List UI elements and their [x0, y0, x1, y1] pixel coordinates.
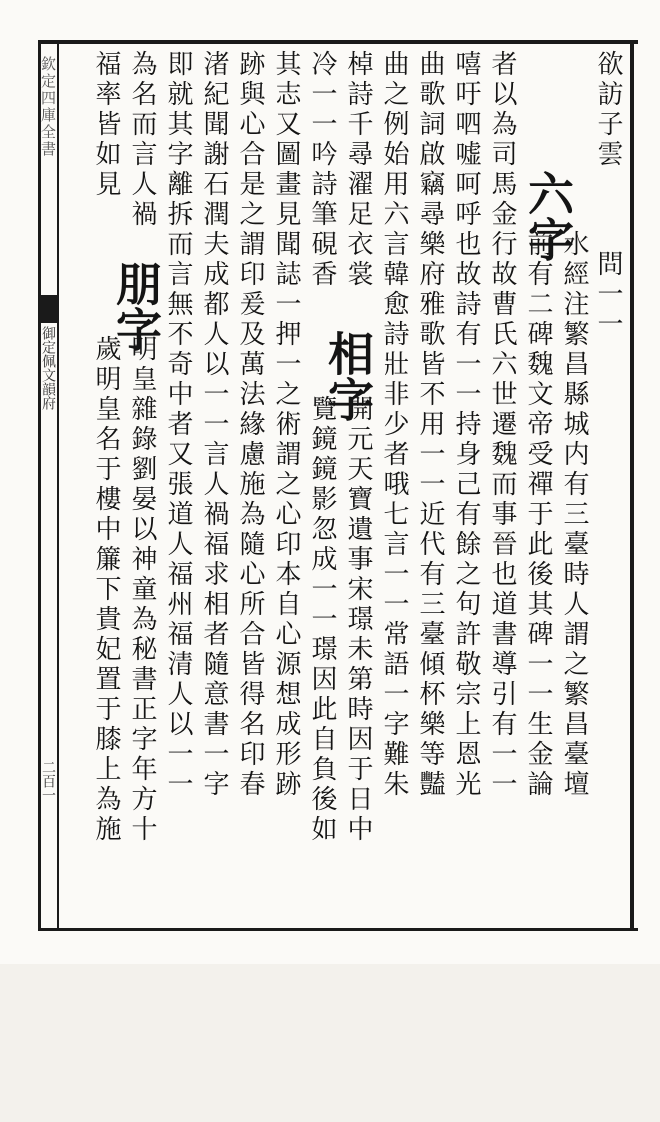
text-run: 覽鏡鏡影忽成一一璟因此自負後如 [307, 395, 337, 845]
gutter-book-title: 御定佩文韻府 [40, 326, 56, 410]
text-column-10 [268, 50, 304, 922]
headword-column [109, 260, 163, 352]
text-column-14a [124, 50, 160, 270]
headword-pengzi: 朋字 [109, 260, 163, 352]
text-run: 水經注繁昌縣城内有三臺時人謂之繁昌臺壇 [559, 230, 589, 800]
text-run: 跡與心合是之謂印爰及萬法緣慮施為隨心所合皆得名印春 [235, 50, 265, 800]
text-column-9a [304, 50, 340, 370]
text-column-1b [590, 250, 626, 1122]
text-column-9b [304, 395, 340, 920]
gutter-title: 欽定四庫全書 [39, 56, 57, 158]
text-run: 開元天寶遺事宋璟未第時因于日中 [343, 395, 373, 845]
text-run: 歲明皇名于樓中簾下貴妃置于膝上為施 [91, 335, 121, 845]
text-column-2 [556, 230, 592, 920]
text-run: 前有二碑魏文帝受禪于此後其碑一一生金論 [523, 230, 553, 800]
text-column-8a [340, 50, 376, 370]
headword-liuzi: 六字 [521, 170, 575, 262]
text-run: 嘻吁呬嘘呵呼也故詩有一一持身己有餘之句許敬宗上恩光 [451, 50, 481, 800]
text-column-5 [448, 50, 484, 922]
frame-border-right [630, 40, 634, 931]
text-column-3 [520, 230, 556, 920]
text-run: 問一一 [593, 250, 623, 340]
gutter-page-number: 二百一 [40, 760, 56, 802]
text-run: 冷一一吟詩筆硯香 [307, 50, 337, 290]
text-run: 曲之例始用六言韓愈詩壯非少者哦七言一一常語一字難朱 [379, 50, 409, 800]
gutter-divider [57, 44, 59, 928]
fishtail-mark [39, 295, 57, 323]
text-run: 福率皆如見 [91, 50, 121, 200]
text-column-12 [196, 50, 232, 922]
text-run: 為名而言人禍 [127, 50, 157, 230]
text-column-15a [88, 50, 124, 270]
headword-xiangzi: 相字 [321, 330, 375, 422]
text-run: 棹詩千尋濯足衣裳 [343, 50, 373, 290]
text-column-14c [124, 335, 160, 920]
text-column-16 [62, 50, 88, 922]
text-run: 渚紀聞謝石潤夫成都人以一一言人禍福求相者隨意書一字 [199, 50, 229, 800]
headword-column [521, 170, 575, 262]
text-run: 明皇雜錄劉晏以神童為秘書正字年方十 [127, 335, 157, 845]
text-column-6 [412, 50, 448, 922]
text-run: 曲歌詞啟竊尋樂府雅歌皆不用一一近代有三臺傾杯樂等豔 [415, 50, 445, 800]
text-run: 者以為司馬金行故曹氏六世遷魏而事晉也道書導引有一一 [487, 50, 517, 800]
text-run: 欲訪子雲 [593, 50, 623, 170]
text-column-11 [232, 50, 268, 922]
text-column-8b [340, 395, 376, 920]
text-column-14b [160, 330, 196, 920]
text-run: 其志又圖畫見聞誌一押一之術謂之心印本自心源想成形跡 [271, 50, 301, 800]
text-run: 即就其字離拆而言無不奇中者又張道人福州福清人以一一 [163, 50, 193, 800]
frame-border-bottom [38, 928, 638, 931]
text-column-4 [484, 50, 520, 922]
text-column-7 [376, 50, 412, 922]
text-column-15b [88, 335, 124, 920]
frame-border-top [38, 40, 638, 44]
